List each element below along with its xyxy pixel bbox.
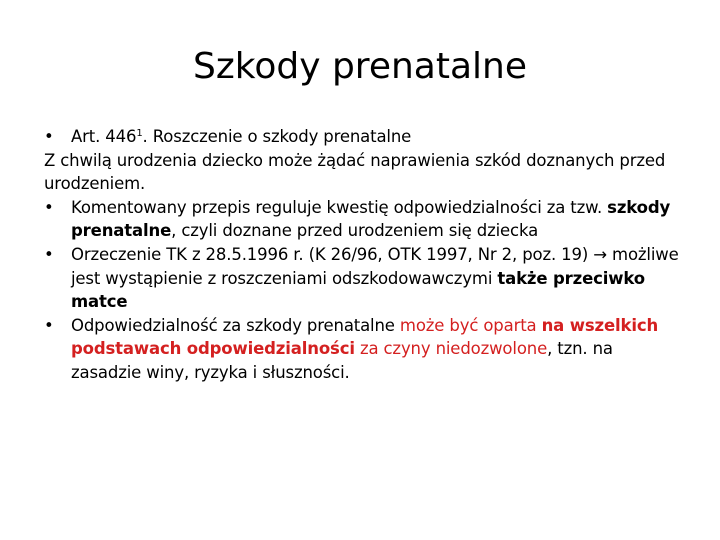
item1-bold: szkody prenatalne (71, 197, 671, 241)
bullet-item-komentowany (44, 196, 684, 243)
slide-body (44, 125, 684, 385)
item3-red-bold: na wszelkich podstawach odpowiedzialności (71, 315, 659, 359)
item3-text-a: Odpowiedzialność za szkody prenatalne (71, 315, 400, 335)
item3-red-b: za czyny niedozwolone (354, 339, 548, 359)
item2-text-b: możliwe jest wystąpienie z roszczeniami odszkodowawczymi (71, 244, 679, 288)
item3-text-b: , tzn. na zasadzie winy, ryzyka i słuszności. (71, 339, 613, 382)
item2-text-a: Orzeczenie TK z 28.5.1996 r. (K 26/96, OTK 1997, Nr 2, poz. 19) (71, 244, 594, 264)
item1-text-b: , czyli doznane przed urodzeniem się dziecka (171, 221, 539, 241)
slide-title: Szkody prenatalne (193, 46, 527, 87)
arrow-right-icon: → (593, 244, 607, 264)
bullet-item-art (44, 125, 684, 149)
bullet-icon: • (44, 127, 54, 146)
item3-red-a: może być oparta (399, 315, 542, 335)
bullet-item-odpowiedzialnosc (44, 314, 684, 385)
article-text: Z chwilą urodzenia dziecko może żądać naprawienia szkód doznanych przed urodzeniem. (44, 150, 666, 194)
bullet-icon: • (44, 244, 54, 264)
item1-text-a: Komentowany przepis reguluje kwestię odpowiedzialności za tzw. (71, 197, 608, 217)
bullet-icon: • (44, 315, 54, 335)
bullet-icon: • (44, 197, 54, 217)
item2-bold: także przeciwko matce (71, 268, 645, 312)
art-suffix: . Roszczenie o szkody prenatalne (142, 127, 412, 146)
art-prefix: Art. 446 (71, 127, 137, 146)
bullet-item-orzeczenie (44, 243, 684, 314)
art-superscript: 1 (136, 128, 143, 139)
